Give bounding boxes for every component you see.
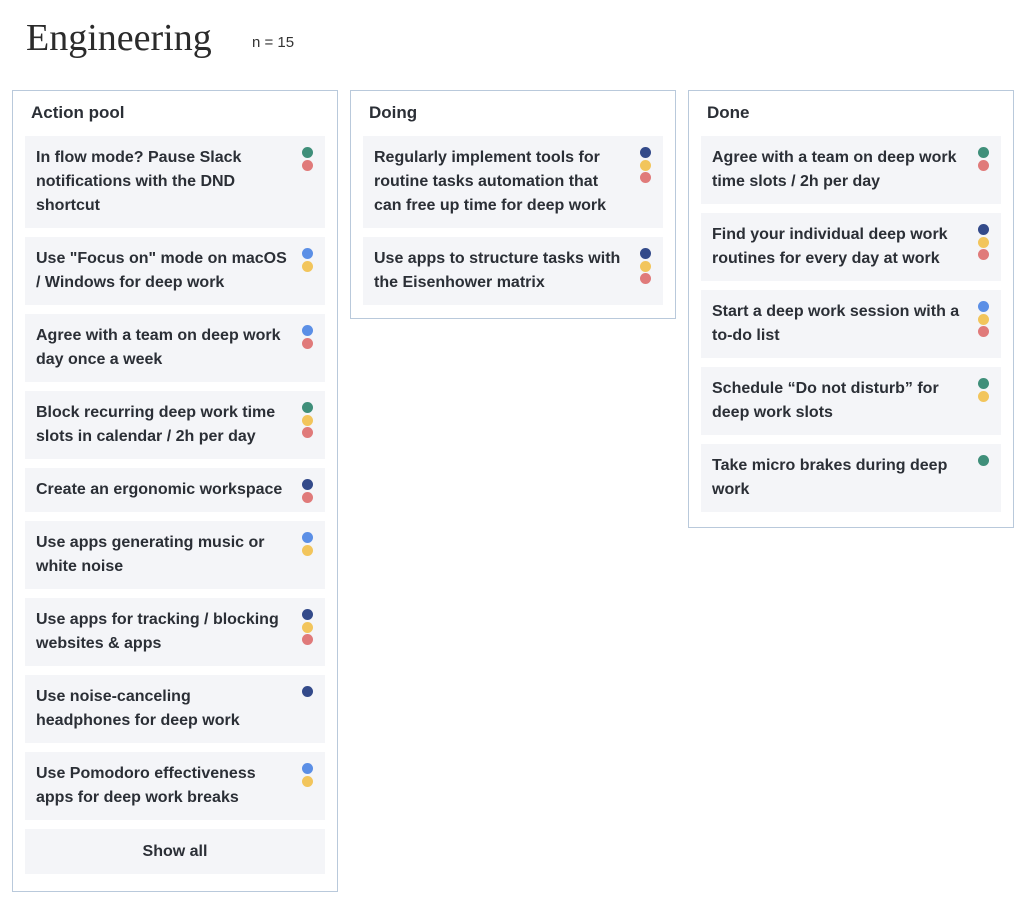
yellow-dot-icon — [302, 622, 313, 633]
category-dots — [302, 532, 313, 557]
column-doing — [350, 90, 676, 319]
task-card-text: Take micro brakes during deep work — [712, 457, 948, 498]
task-card-text: Agree with a team on deep work time slots / 2h per day — [712, 149, 957, 190]
task-card-text: Use apps for tracking / blocking websites & apps — [36, 611, 279, 652]
task-card-text: Use "Focus on" mode on macOS / Windows for deep work — [36, 250, 287, 291]
red-dot-icon — [302, 492, 313, 503]
task-card[interactable] — [701, 290, 1001, 358]
task-card[interactable] — [363, 237, 663, 305]
blue-dot-icon — [302, 763, 313, 774]
card-list — [25, 136, 325, 820]
task-card-text: Create an ergonomic workspace — [36, 481, 283, 498]
task-card[interactable] — [701, 136, 1001, 204]
column-done — [688, 90, 1014, 528]
red-dot-icon — [978, 249, 989, 260]
red-dot-icon — [978, 326, 989, 337]
page-title: Engineering — [26, 17, 212, 59]
navy-dot-icon — [640, 248, 651, 259]
yellow-dot-icon — [978, 237, 989, 248]
navy-dot-icon — [302, 686, 313, 697]
task-card-text: Use noise-canceling headphones for deep work — [36, 688, 240, 729]
category-dots — [302, 609, 313, 647]
category-dots — [978, 378, 989, 403]
category-dots — [302, 402, 313, 440]
task-card[interactable] — [701, 213, 1001, 281]
task-card[interactable] — [25, 136, 325, 228]
task-card[interactable] — [25, 752, 325, 820]
category-dots — [978, 455, 989, 468]
task-card[interactable] — [25, 314, 325, 382]
category-dots — [640, 248, 651, 286]
yellow-dot-icon — [302, 776, 313, 787]
yellow-dot-icon — [978, 391, 989, 402]
task-card-text: In flow mode? Pause Slack notifications with the DND shortcut — [36, 149, 242, 214]
red-dot-icon — [302, 427, 313, 438]
blue-dot-icon — [302, 532, 313, 543]
red-dot-icon — [978, 160, 989, 171]
category-dots — [302, 686, 313, 699]
blue-dot-icon — [302, 248, 313, 259]
task-card[interactable] — [25, 237, 325, 305]
category-dots — [978, 301, 989, 339]
item-count: n = 15 — [252, 34, 295, 51]
show-all-button[interactable]: Show all — [25, 829, 325, 874]
task-card[interactable] — [25, 391, 325, 459]
task-card-text: Block recurring deep work time slots in calendar / 2h per day — [36, 404, 276, 445]
task-card[interactable] — [701, 367, 1001, 435]
green-dot-icon — [978, 455, 989, 466]
red-dot-icon — [302, 634, 313, 645]
task-card[interactable] — [701, 444, 1001, 512]
yellow-dot-icon — [302, 415, 313, 426]
task-card-text: Schedule “Do not disturb” for deep work slots — [712, 380, 939, 421]
red-dot-icon — [302, 160, 313, 171]
category-dots — [978, 147, 989, 172]
task-card[interactable] — [25, 598, 325, 666]
navy-dot-icon — [640, 147, 651, 158]
task-card[interactable] — [25, 468, 325, 512]
task-card[interactable] — [25, 521, 325, 589]
category-dots — [640, 147, 651, 185]
yellow-dot-icon — [640, 160, 651, 171]
blue-dot-icon — [978, 301, 989, 312]
red-dot-icon — [640, 273, 651, 284]
column-title: Done — [707, 103, 750, 122]
category-dots — [978, 224, 989, 262]
yellow-dot-icon — [302, 545, 313, 556]
category-dots — [302, 763, 313, 788]
navy-dot-icon — [302, 479, 313, 490]
green-dot-icon — [302, 402, 313, 413]
yellow-dot-icon — [302, 261, 313, 272]
category-dots — [302, 325, 313, 350]
category-dots — [302, 479, 313, 504]
task-card-text: Agree with a team on deep work day once a week — [36, 327, 281, 368]
column-action-pool — [12, 90, 338, 892]
task-card-text: Use Pomodoro effectiveness apps for deep work breaks — [36, 765, 256, 806]
card-list — [701, 136, 1001, 512]
task-card[interactable] — [363, 136, 663, 228]
red-dot-icon — [302, 338, 313, 349]
task-card-text: Use apps to structure tasks with the Eisenhower matrix — [374, 250, 621, 291]
task-card-text: Use apps generating music or white noise — [36, 534, 265, 575]
column-title: Action pool — [31, 103, 125, 122]
navy-dot-icon — [302, 609, 313, 620]
card-list — [363, 136, 663, 305]
column-title: Doing — [369, 103, 418, 122]
navy-dot-icon — [978, 224, 989, 235]
green-dot-icon — [978, 378, 989, 389]
task-card-text: Start a deep work session with a to-do list — [712, 303, 960, 344]
yellow-dot-icon — [978, 314, 989, 325]
green-dot-icon — [302, 147, 313, 158]
task-card[interactable] — [25, 675, 325, 743]
task-card-text: Find your individual deep work routines for every day at work — [712, 226, 948, 267]
red-dot-icon — [640, 172, 651, 183]
category-dots — [302, 248, 313, 273]
task-card-text: Regularly implement tools for routine tasks automation that can free up time for deep work — [374, 149, 607, 214]
green-dot-icon — [978, 147, 989, 158]
blue-dot-icon — [302, 325, 313, 336]
category-dots — [302, 147, 313, 172]
yellow-dot-icon — [640, 261, 651, 272]
